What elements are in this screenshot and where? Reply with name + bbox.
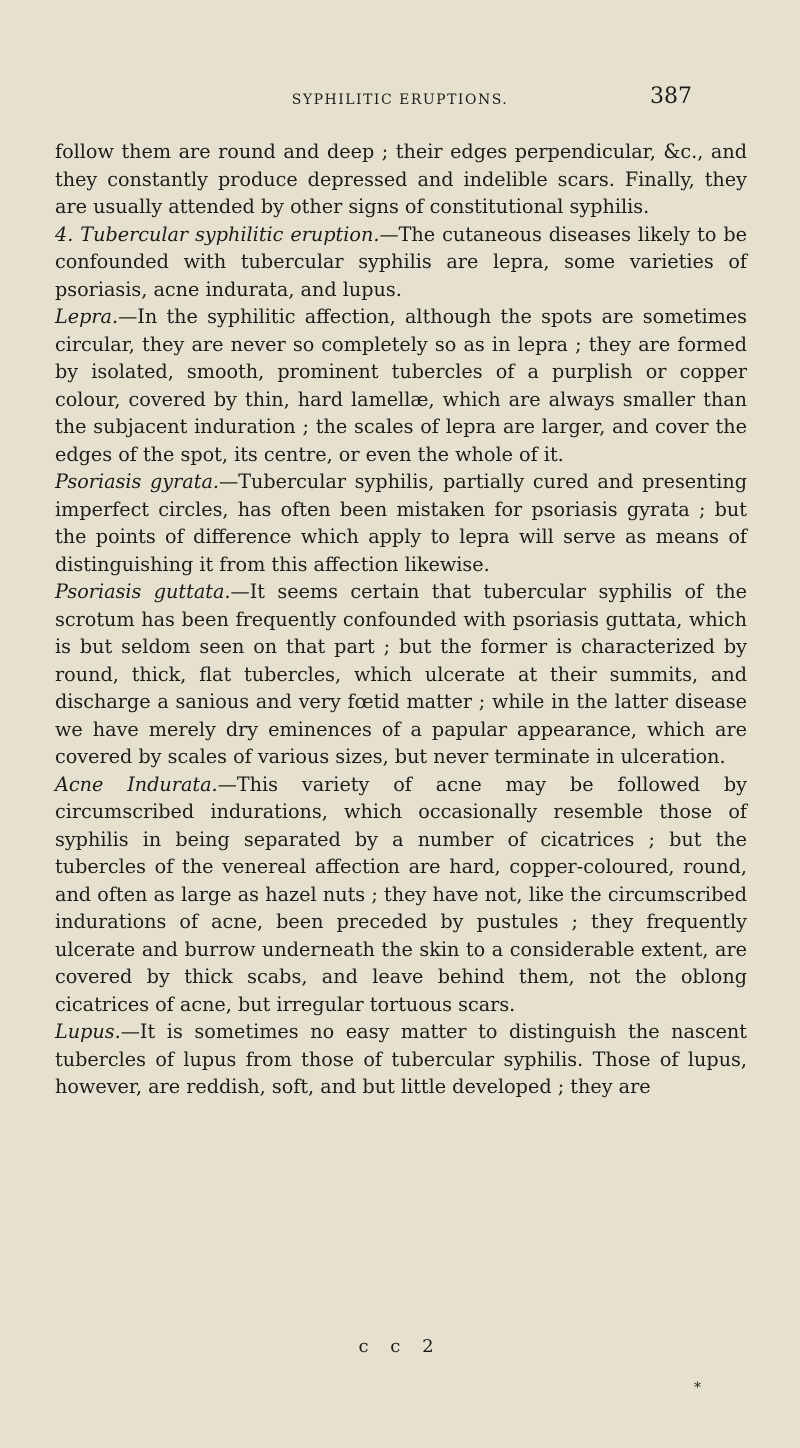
paragraph-text: —It is sometimes no easy matter to distinguish the nascent tubercles of lupus from those of tubercular syphilis. Those of lupus, however, are reddish, soft, and but little developed ; they are (55, 1020, 747, 1098)
printer-mark: * (694, 1380, 701, 1396)
paragraph-psoriasis-gyrata (55, 468, 747, 578)
paragraph-psoriasis-guttata (55, 578, 747, 771)
paragraph-text: —In the syphilitic affection, although the spots are sometimes circular, they are never so completely so as in lepra ; they are formed by isolated, smooth, prominent tubercles of a purplish or copper colour, covered by thin, hard lamellæ, which are always smaller than the subjacent induration ; the scales of lepra are larger, and cover the edges of the spot, its centre, or even the whole of it. (55, 305, 747, 466)
paragraph-heading: Lupus. (55, 1020, 121, 1043)
paragraph-heading: Psoriasis guttata. (55, 580, 231, 603)
paragraph-heading: 4. Tubercular syphilitic eruption. (55, 222, 380, 246)
paragraph-lupus (55, 1018, 747, 1101)
signature-mark: c c 2 (358, 1336, 442, 1357)
paragraph-heading: Acne Indurata. (55, 772, 218, 796)
page-header (0, 84, 800, 114)
body-text (55, 138, 747, 1101)
paragraph-text: follow them are round and deep ; their edges perpendicular, &c., and they constantly produce depressed and indelible scars. Finally, they are usually attended by other signs of constitutional syphilis. (55, 140, 747, 218)
page-number: 387 (650, 84, 692, 109)
paragraph-1 (55, 138, 747, 221)
paragraph-text: —This variety of acne may be followed by circumscribed indurations, which occasionally resemble those of syphilis in being separated by a number of cicatrices ; but the tubercles of the venereal affection are hard, copper-coloured, round, and often as large as hazel nuts ; they have not, like the circumscribed indurations of acne, been preceded by pustules ; they frequently ulcerate and burrow underneath the skin to a considerable extent, are covered by thick scabs, and leave behind them, not the oblong cicatrices of acne, but irregular tortuous scars. (55, 772, 747, 1016)
running-head: SYPHILITIC ERUPTIONS. (291, 92, 509, 108)
paragraph-heading: Lepra. (55, 305, 119, 328)
paragraph-heading: Psoriasis gyrata. (55, 470, 219, 493)
paragraph-text: —The cutaneous diseases likely to be confounded with tubercular syphilis are lepra, some varieties of psoriasis, acne indurata, and lupus. (55, 222, 747, 301)
paragraph-text: —Tubercular syphilis, partially cured and presenting imperfect circles, has often been mistaken for psoriasis gyrata ; but the points of difference which apply to lepra will serve as means of distinguishing it from this affection likewise. (55, 470, 747, 576)
paragraph-lepra (55, 303, 747, 468)
paragraph-tubercular-syphilitic-eruption (55, 221, 747, 304)
paragraph-acne-indurata (55, 771, 747, 1019)
paragraph-text: —It seems certain that tubercular syphilis of the scrotum has been frequently confounded with psoriasis guttata, which is but seldom seen on that part ; but the former is characterized by round, thick, flat tubercles, which ulcerate at their summits, and discharge a sanious and very fœtid matter ; while in the latter disease we have merely dry eminences of a papular appearance, which are covered by scales of various sizes, but never terminate in ulceration. (55, 580, 747, 768)
